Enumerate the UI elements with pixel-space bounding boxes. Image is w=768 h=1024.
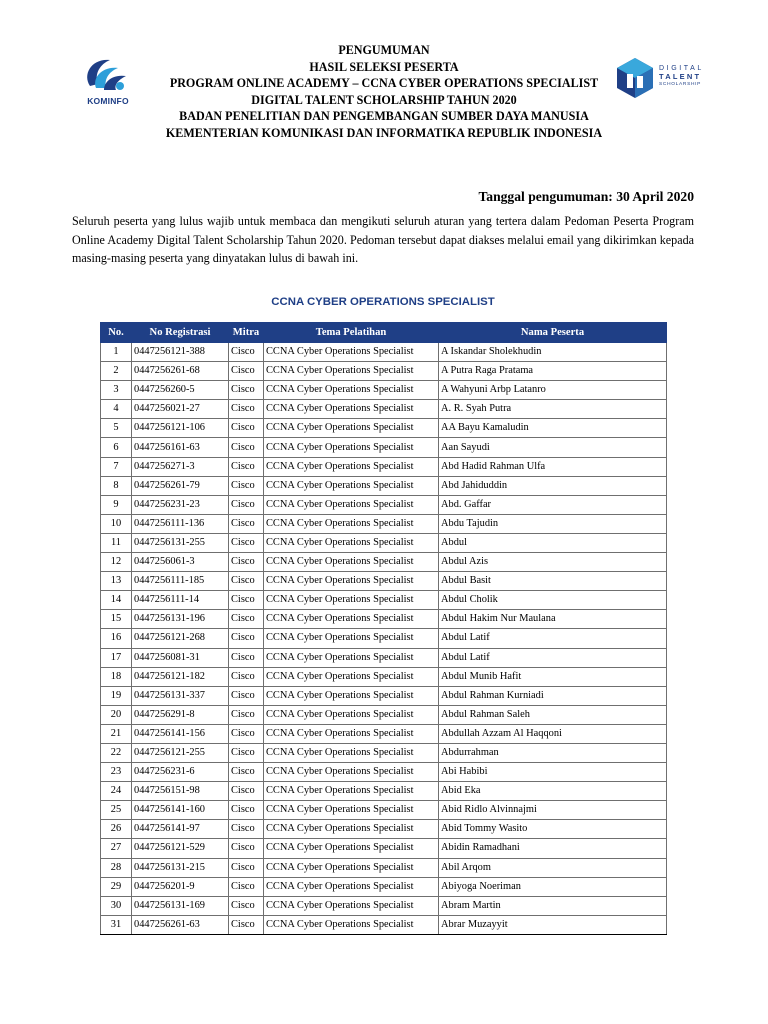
cell-no: 9 (101, 495, 132, 514)
cell-partner: Cisco (229, 877, 264, 896)
cell-participant-name: Abd Hadid Rahman Ulfa (439, 457, 667, 476)
cell-no: 6 (101, 438, 132, 457)
table-row (101, 763, 667, 782)
cell-no: 30 (101, 896, 132, 915)
cell-registration: 0447256141-97 (132, 820, 229, 839)
table-row (101, 591, 667, 610)
table-row (101, 667, 667, 686)
cell-registration: 0447256121-388 (132, 343, 229, 362)
table-row (101, 724, 667, 743)
cell-partner: Cisco (229, 400, 264, 419)
header-line: HASIL SELEKSI PESERTA (309, 59, 459, 74)
cell-partner: Cisco (229, 801, 264, 820)
table-row (101, 476, 667, 495)
cell-training-theme: CCNA Cyber Operations Specialist (264, 782, 439, 801)
cell-training-theme: CCNA Cyber Operations Specialist (264, 763, 439, 782)
cell-no: 10 (101, 514, 132, 533)
intro-paragraph: Seluruh peserta yang lulus wajib untuk membaca dan mengikuti seluruh aturan yang tertera dalam Pedoman Peserta Program Online Academy Digital Talent Scholarship Tahun 2020. Pedoman tersebut dapat diakses melalui email yang dikirimkan kepada masing-masing peserta yang dinyatakan lulus di bawah ini. (72, 214, 694, 265)
cell-registration: 0447256260-5 (132, 381, 229, 400)
cell-registration: 0447256161-63 (132, 438, 229, 457)
cell-no: 16 (101, 629, 132, 648)
table-row (101, 820, 667, 839)
cell-no: 3 (101, 381, 132, 400)
cell-no: 21 (101, 724, 132, 743)
table-header-row (101, 323, 667, 343)
cell-training-theme: CCNA Cyber Operations Specialist (264, 858, 439, 877)
cell-participant-name: Abid Tommy Wasito (439, 820, 667, 839)
announcement-header (150, 42, 618, 141)
cell-no: 25 (101, 801, 132, 820)
cell-registration: 0447256141-156 (132, 724, 229, 743)
cell-registration: 0447256261-63 (132, 915, 229, 934)
cell-training-theme: CCNA Cyber Operations Specialist (264, 514, 439, 533)
cell-registration: 0447256121-255 (132, 743, 229, 762)
cell-registration: 0447256121-182 (132, 667, 229, 686)
cell-training-theme: CCNA Cyber Operations Specialist (264, 820, 439, 839)
cell-training-theme: CCNA Cyber Operations Specialist (264, 572, 439, 591)
logo-line-scholarship: SCHOLARSHIP (659, 82, 702, 87)
cell-no: 8 (101, 476, 132, 495)
cell-no: 31 (101, 915, 132, 934)
table-row (101, 743, 667, 762)
kominfo-wordmark: KOMINFO (87, 96, 129, 106)
table-row (101, 343, 667, 362)
cell-partner: Cisco (229, 858, 264, 877)
cell-participant-name: Abid Ridlo Alvinnajmi (439, 801, 667, 820)
cell-training-theme: CCNA Cyber Operations Specialist (264, 553, 439, 572)
cell-training-theme: CCNA Cyber Operations Specialist (264, 743, 439, 762)
cell-training-theme: CCNA Cyber Operations Specialist (264, 476, 439, 495)
cell-participant-name: Abdullah Azzam Al Haqqoni (439, 724, 667, 743)
cell-registration: 0447256261-79 (132, 476, 229, 495)
cell-participant-name: Abid Eka (439, 782, 667, 801)
cell-partner: Cisco (229, 915, 264, 934)
cell-no: 11 (101, 533, 132, 552)
cell-registration: 0447256291-8 (132, 705, 229, 724)
cell-registration: 0447256061-3 (132, 553, 229, 572)
cell-partner: Cisco (229, 343, 264, 362)
digital-talent-wordmark (659, 65, 704, 89)
cell-training-theme: CCNA Cyber Operations Specialist (264, 343, 439, 362)
table-row (101, 915, 667, 934)
header-line: BADAN PENELITIAN DAN PENGEMBANGAN SUMBER DAYA MANUSIA (179, 109, 589, 123)
column-header-training-theme: Tema Pelatihan (264, 323, 439, 343)
cell-registration: 0447256121-529 (132, 839, 229, 858)
cell-no: 26 (101, 820, 132, 839)
cell-no: 29 (101, 877, 132, 896)
table-row (101, 858, 667, 877)
cell-participant-name: Abram Martin (439, 896, 667, 915)
cell-participant-name: Abdul Cholik (439, 591, 667, 610)
column-header-registration: No Registrasi (132, 323, 229, 343)
cell-training-theme: CCNA Cyber Operations Specialist (264, 877, 439, 896)
cell-participant-name: Abi Habibi (439, 763, 667, 782)
cell-partner: Cisco (229, 362, 264, 381)
cell-registration: 0447256121-268 (132, 629, 229, 648)
digital-talent-emblem-icon (613, 56, 657, 100)
table-row (101, 839, 667, 858)
table-row (101, 629, 667, 648)
table-row (101, 705, 667, 724)
cell-participant-name: Abdurrahman (439, 743, 667, 762)
cell-training-theme: CCNA Cyber Operations Specialist (264, 591, 439, 610)
cell-no: 5 (101, 419, 132, 438)
cell-training-theme: CCNA Cyber Operations Specialist (264, 667, 439, 686)
cell-registration: 0447256081-31 (132, 648, 229, 667)
cell-partner: Cisco (229, 591, 264, 610)
cell-registration: 0447256151-98 (132, 782, 229, 801)
cell-training-theme: CCNA Cyber Operations Specialist (264, 629, 439, 648)
cell-partner: Cisco (229, 438, 264, 457)
cell-registration: 0447256021-27 (132, 400, 229, 419)
cell-partner: Cisco (229, 686, 264, 705)
cell-training-theme: CCNA Cyber Operations Specialist (264, 610, 439, 629)
cell-partner: Cisco (229, 514, 264, 533)
table-row (101, 648, 667, 667)
cell-partner: Cisco (229, 782, 264, 801)
cell-partner: Cisco (229, 457, 264, 476)
cell-training-theme: CCNA Cyber Operations Specialist (264, 686, 439, 705)
cell-participant-name: Abdul Basit (439, 572, 667, 591)
cell-registration: 0447256231-23 (132, 495, 229, 514)
table-row (101, 457, 667, 476)
cell-no: 1 (101, 343, 132, 362)
column-header-participant-name: Nama Peserta (439, 323, 667, 343)
cell-no: 12 (101, 553, 132, 572)
cell-no: 13 (101, 572, 132, 591)
cell-participant-name: Abiyoga Noeriman (439, 877, 667, 896)
cell-training-theme: CCNA Cyber Operations Specialist (264, 362, 439, 381)
cell-partner: Cisco (229, 667, 264, 686)
cell-partner: Cisco (229, 476, 264, 495)
table-body (101, 343, 667, 935)
header-line: DIGITAL TALENT SCHOLARSHIP TAHUN 2020 (251, 92, 517, 107)
table-row (101, 801, 667, 820)
cell-training-theme: CCNA Cyber Operations Specialist (264, 419, 439, 438)
table-row (101, 381, 667, 400)
table-row (101, 400, 667, 419)
kominfo-emblem-icon (72, 52, 142, 98)
cell-no: 20 (101, 705, 132, 724)
table-row (101, 610, 667, 629)
table-row (101, 877, 667, 896)
cell-partner: Cisco (229, 839, 264, 858)
cell-partner: Cisco (229, 763, 264, 782)
table-row (101, 553, 667, 572)
column-header-partner: Mitra (229, 323, 264, 343)
cell-training-theme: CCNA Cyber Operations Specialist (264, 705, 439, 724)
kominfo-logo (72, 52, 142, 112)
cell-partner: Cisco (229, 629, 264, 648)
table-row (101, 438, 667, 457)
cell-participant-name: AA Bayu Kamaludin (439, 419, 667, 438)
cell-partner: Cisco (229, 572, 264, 591)
cell-participant-name: Abd. Gaffar (439, 495, 667, 514)
section-title: CCNA CYBER OPERATIONS SPECIALIST (271, 296, 495, 308)
cell-no: 2 (101, 362, 132, 381)
cell-registration: 0447256131-337 (132, 686, 229, 705)
table-row (101, 782, 667, 801)
cell-participant-name: Aan Sayudi (439, 438, 667, 457)
header-line: KEMENTERIAN KOMUNIKASI DAN INFORMATIKA REPUBLIK INDONESIA (165, 125, 603, 140)
cell-partner: Cisco (229, 724, 264, 743)
cell-training-theme: CCNA Cyber Operations Specialist (264, 457, 439, 476)
cell-no: 4 (101, 400, 132, 419)
cell-participant-name: Abdul (439, 533, 667, 552)
header-line: PROGRAM ONLINE ACADEMY – CCNA CYBER OPERATIONS SPECIALIST (169, 76, 599, 90)
table-row (101, 495, 667, 514)
cell-partner: Cisco (229, 533, 264, 552)
cell-no: 19 (101, 686, 132, 705)
cell-participant-name: A Putra Raga Pratama (439, 362, 667, 381)
logo-line-digital: DIGITAL (659, 65, 704, 72)
announcement-date: Tanggal pengumuman: 30 April 2020 (478, 189, 694, 204)
participants-table (100, 322, 667, 935)
cell-training-theme: CCNA Cyber Operations Specialist (264, 381, 439, 400)
cell-no: 24 (101, 782, 132, 801)
cell-training-theme: CCNA Cyber Operations Specialist (264, 400, 439, 419)
cell-training-theme: CCNA Cyber Operations Specialist (264, 896, 439, 915)
cell-training-theme: CCNA Cyber Operations Specialist (264, 839, 439, 858)
cell-partner: Cisco (229, 896, 264, 915)
cell-partner: Cisco (229, 820, 264, 839)
header-line: PENGUMUMAN (338, 43, 430, 57)
cell-training-theme: CCNA Cyber Operations Specialist (264, 438, 439, 457)
cell-participant-name: A. R. Syah Putra (439, 400, 667, 419)
cell-registration: 0447256131-215 (132, 858, 229, 877)
cell-participant-name: Abdul Hakim Nur Maulana (439, 610, 667, 629)
table-row (101, 514, 667, 533)
cell-no: 22 (101, 743, 132, 762)
cell-partner: Cisco (229, 648, 264, 667)
cell-registration: 0447256261-68 (132, 362, 229, 381)
cell-partner: Cisco (229, 495, 264, 514)
cell-participant-name: Abidin Ramadhani (439, 839, 667, 858)
cell-training-theme: CCNA Cyber Operations Specialist (264, 724, 439, 743)
cell-training-theme: CCNA Cyber Operations Specialist (264, 801, 439, 820)
cell-registration: 0447256131-255 (132, 533, 229, 552)
cell-partner: Cisco (229, 419, 264, 438)
table-row (101, 686, 667, 705)
cell-partner: Cisco (229, 743, 264, 762)
cell-partner: Cisco (229, 381, 264, 400)
cell-participant-name: Abdul Latif (439, 629, 667, 648)
cell-participant-name: A Wahyuni Arbp Latanro (439, 381, 667, 400)
digital-talent-logo (613, 56, 723, 102)
cell-partner: Cisco (229, 553, 264, 572)
cell-no: 23 (101, 763, 132, 782)
cell-registration: 0447256231-6 (132, 763, 229, 782)
cell-participant-name: Abdul Rahman Kurniadi (439, 686, 667, 705)
cell-registration: 0447256131-196 (132, 610, 229, 629)
cell-no: 14 (101, 591, 132, 610)
cell-training-theme: CCNA Cyber Operations Specialist (264, 495, 439, 514)
cell-participant-name: Abdul Rahman Saleh (439, 705, 667, 724)
cell-registration: 0447256111-14 (132, 591, 229, 610)
cell-registration: 0447256141-160 (132, 801, 229, 820)
column-header-no: No. (101, 323, 132, 343)
cell-no: 17 (101, 648, 132, 667)
cell-no: 15 (101, 610, 132, 629)
table-row (101, 572, 667, 591)
cell-participant-name: Abrar Muzayyit (439, 915, 667, 934)
cell-participant-name: Abdul Latif (439, 648, 667, 667)
cell-registration: 0447256271-3 (132, 457, 229, 476)
cell-participant-name: A Iskandar Sholekhudin (439, 343, 667, 362)
cell-registration: 0447256121-106 (132, 419, 229, 438)
cell-training-theme: CCNA Cyber Operations Specialist (264, 533, 439, 552)
cell-no: 18 (101, 667, 132, 686)
table-row (101, 896, 667, 915)
table-row (101, 533, 667, 552)
cell-training-theme: CCNA Cyber Operations Specialist (264, 648, 439, 667)
cell-no: 28 (101, 858, 132, 877)
cell-training-theme: CCNA Cyber Operations Specialist (264, 915, 439, 934)
cell-no: 27 (101, 839, 132, 858)
cell-registration: 0447256131-169 (132, 896, 229, 915)
cell-participant-name: Abdul Azis (439, 553, 667, 572)
cell-partner: Cisco (229, 705, 264, 724)
cell-participant-name: Abil Arqom (439, 858, 667, 877)
cell-participant-name: Abdul Munib Hafit (439, 667, 667, 686)
cell-registration: 0447256111-136 (132, 514, 229, 533)
cell-participant-name: Abd Jahiduddin (439, 476, 667, 495)
cell-no: 7 (101, 457, 132, 476)
cell-participant-name: Abdu Tajudin (439, 514, 667, 533)
table-row (101, 419, 667, 438)
cell-registration: 0447256201-9 (132, 877, 229, 896)
table-row (101, 362, 667, 381)
cell-partner: Cisco (229, 610, 264, 629)
cell-registration: 0447256111-185 (132, 572, 229, 591)
logo-line-talent: TALENT (659, 72, 702, 81)
